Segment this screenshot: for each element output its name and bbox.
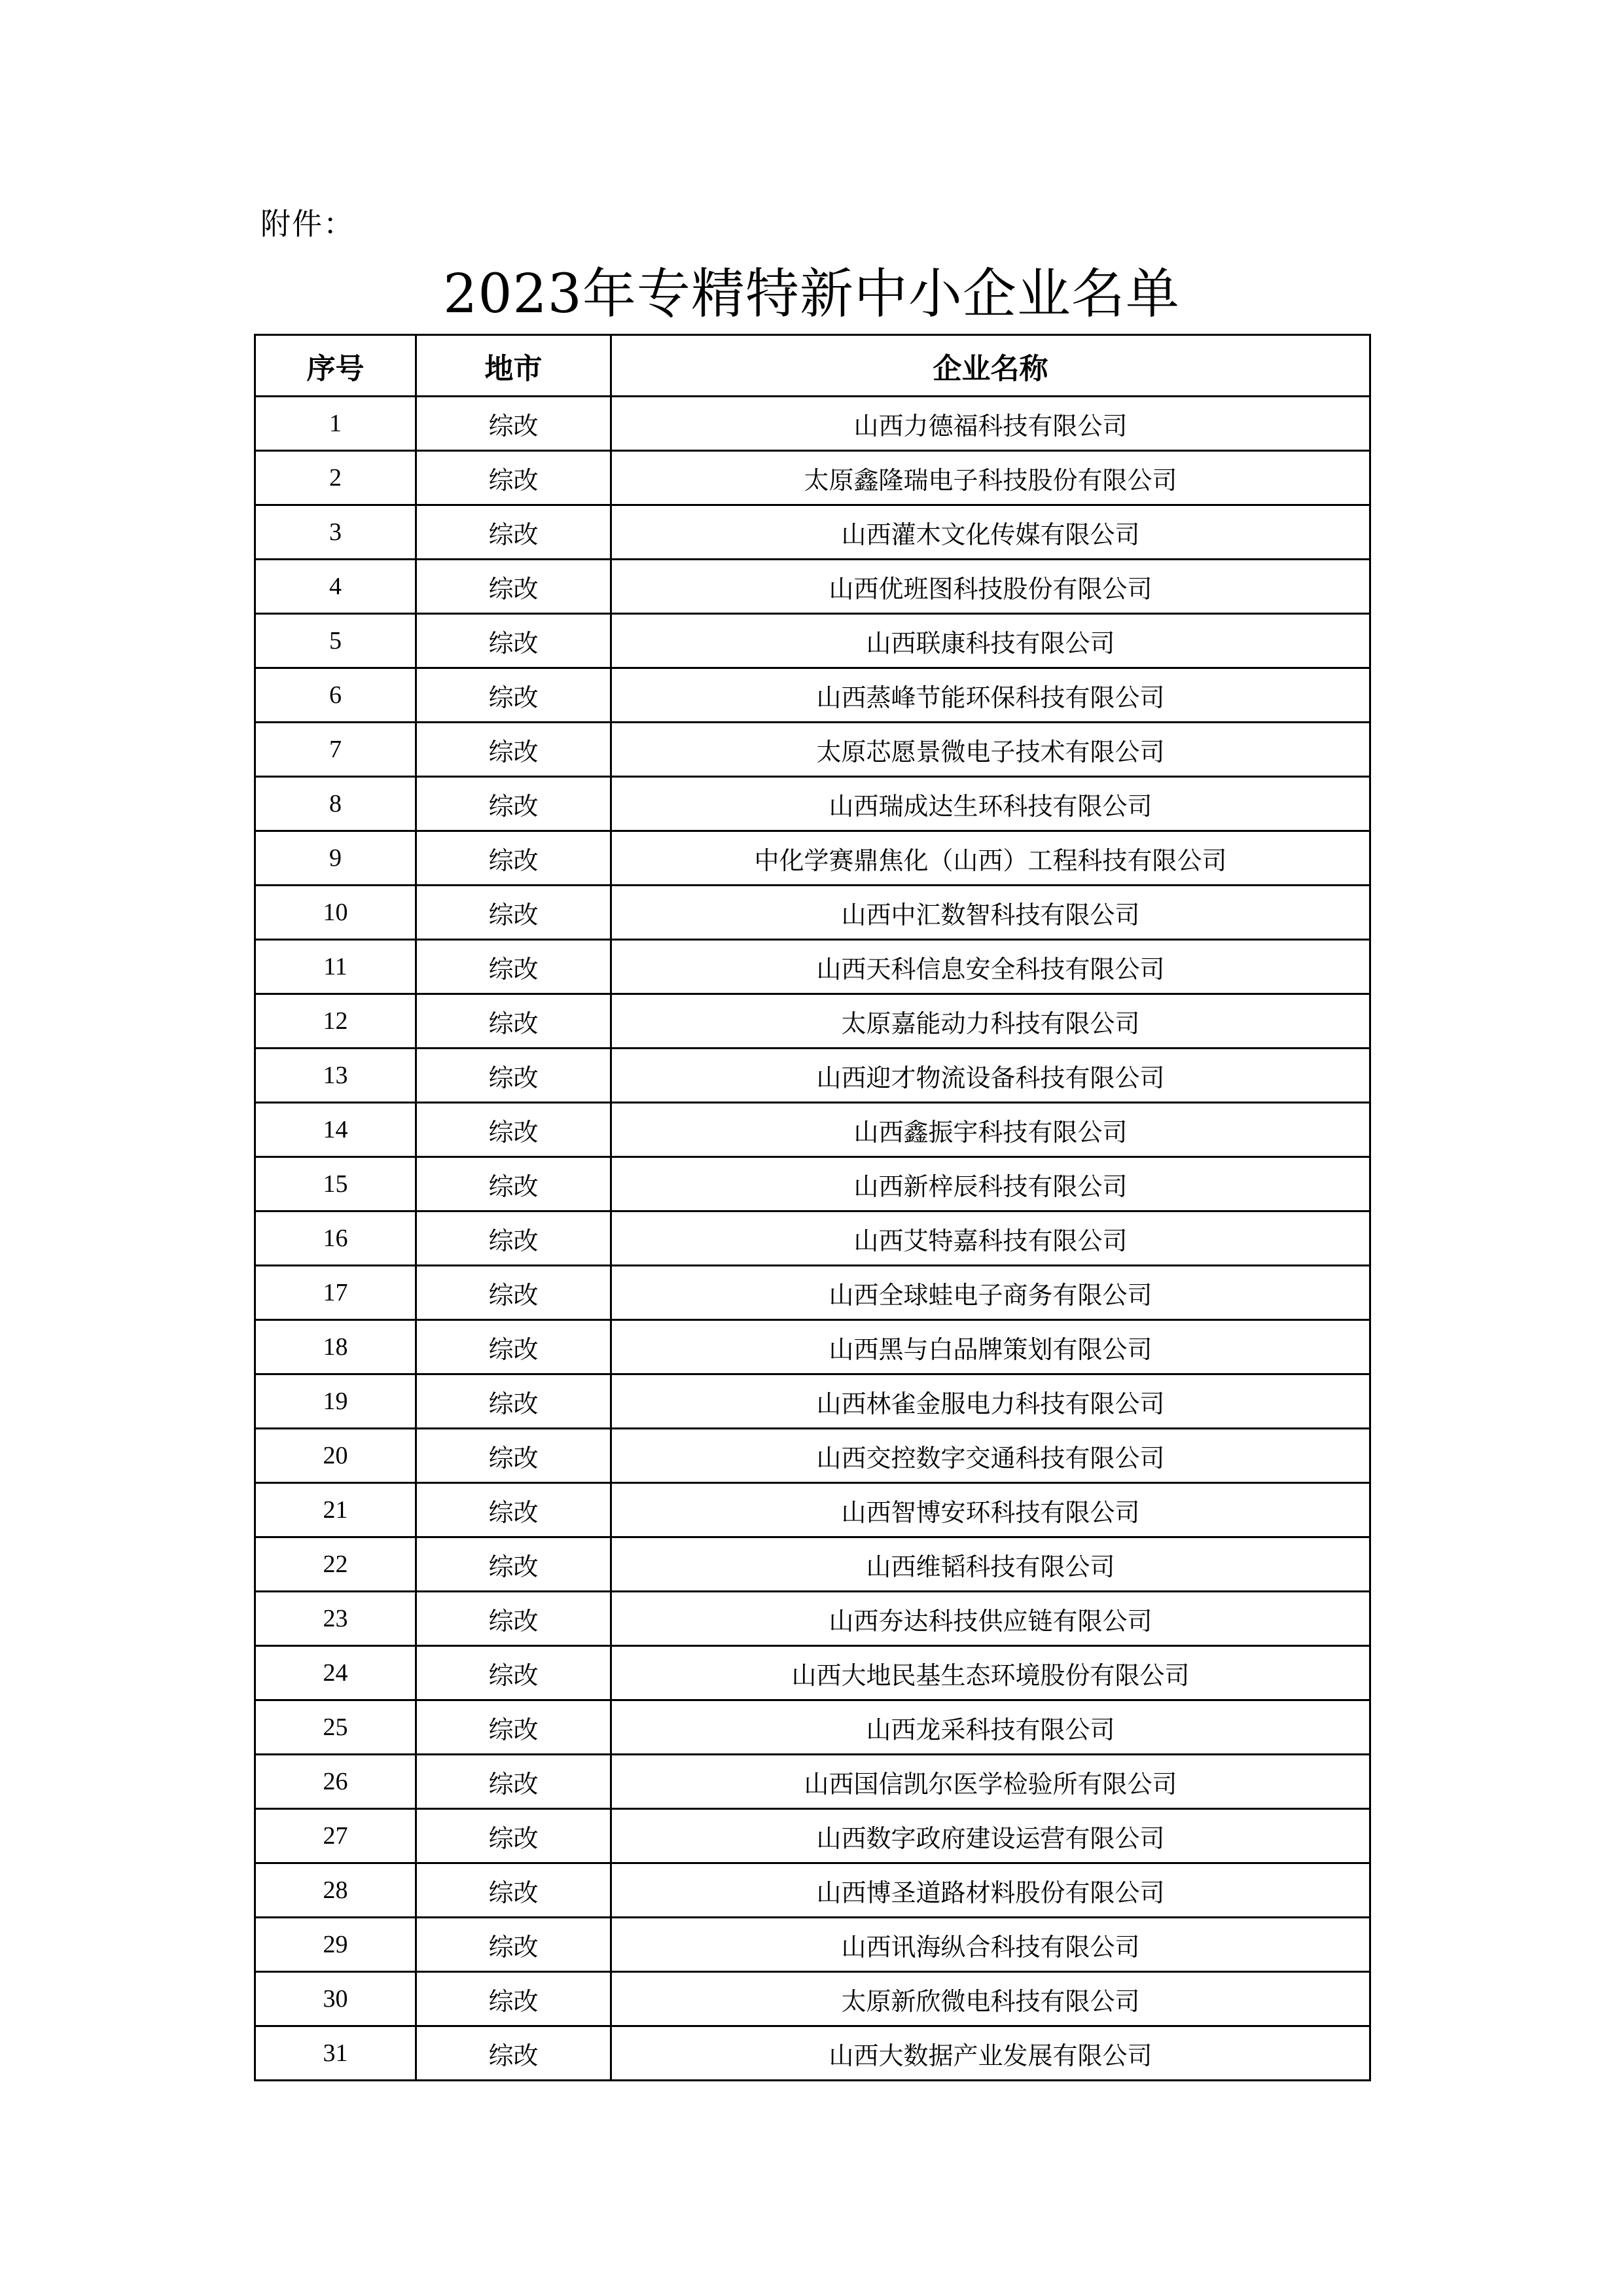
table-row [255, 1755, 1370, 1809]
enterprise-name-cell: 山西黑与白品牌策划有限公司 [611, 1320, 1370, 1374]
enterprise-name-cell: 山西数字政府建设运营有限公司 [611, 1809, 1370, 1863]
header-serial-number: 序号 [255, 335, 416, 397]
serial-number-cell: 27 [255, 1809, 416, 1863]
table-row [255, 1918, 1370, 1972]
city-cell: 综改 [416, 1537, 611, 1592]
city-cell: 综改 [416, 1049, 611, 1103]
serial-number-cell: 23 [255, 1592, 416, 1646]
enterprise-name-cell: 山西博圣道路材料股份有限公司 [611, 1863, 1370, 1918]
city-cell: 综改 [416, 1863, 611, 1918]
enterprise-name-cell: 山西新梓辰科技有限公司 [611, 1157, 1370, 1211]
table-row [255, 1429, 1370, 1483]
enterprise-name-cell: 山西交控数字交通科技有限公司 [611, 1429, 1370, 1483]
serial-number-cell: 31 [255, 2026, 416, 2081]
serial-number-cell: 11 [255, 940, 416, 994]
serial-number-cell: 18 [255, 1320, 416, 1374]
table-row [255, 831, 1370, 886]
enterprise-name-cell: 中化学赛鼎焦化（山西）工程科技有限公司 [611, 831, 1370, 886]
city-cell: 综改 [416, 1809, 611, 1863]
table-row [255, 451, 1370, 505]
table-row [255, 1211, 1370, 1266]
city-cell: 综改 [416, 831, 611, 886]
table-row [255, 1483, 1370, 1537]
serial-number-cell: 22 [255, 1537, 416, 1592]
enterprise-name-cell: 山西联康科技有限公司 [611, 614, 1370, 668]
serial-number-cell: 8 [255, 777, 416, 831]
city-cell: 综改 [416, 614, 611, 668]
city-cell: 综改 [416, 1918, 611, 1972]
table-row [255, 614, 1370, 668]
table-row [255, 1103, 1370, 1157]
serial-number-cell: 30 [255, 1972, 416, 2026]
enterprise-name-cell: 太原芯愿景微电子技术有限公司 [611, 723, 1370, 777]
enterprise-name-cell: 山西国信凯尔医学检验所有限公司 [611, 1755, 1370, 1809]
serial-number-cell: 7 [255, 723, 416, 777]
serial-number-cell: 1 [255, 397, 416, 451]
enterprise-name-cell: 山西维韬科技有限公司 [611, 1537, 1370, 1592]
city-cell: 综改 [416, 451, 611, 505]
table-row [255, 1646, 1370, 1700]
city-cell: 综改 [416, 505, 611, 560]
city-cell: 综改 [416, 723, 611, 777]
table-row [255, 2026, 1370, 2081]
enterprise-name-cell: 山西夯达科技供应链有限公司 [611, 1592, 1370, 1646]
serial-number-cell: 26 [255, 1755, 416, 1809]
table-row [255, 1374, 1370, 1429]
serial-number-cell: 20 [255, 1429, 416, 1483]
enterprise-name-cell: 太原新欣微电科技有限公司 [611, 1972, 1370, 2026]
city-cell: 综改 [416, 1755, 611, 1809]
city-cell: 综改 [416, 886, 611, 940]
table-row [255, 940, 1370, 994]
enterprise-name-cell: 山西龙采科技有限公司 [611, 1700, 1370, 1755]
serial-number-cell: 28 [255, 1863, 416, 1918]
serial-number-cell: 6 [255, 668, 416, 723]
table-row [255, 505, 1370, 560]
enterprise-name-cell: 山西瑞成达生环科技有限公司 [611, 777, 1370, 831]
serial-number-cell: 9 [255, 831, 416, 886]
table-row [255, 1809, 1370, 1863]
enterprise-name-cell: 山西智博安环科技有限公司 [611, 1483, 1370, 1537]
city-cell: 综改 [416, 994, 611, 1049]
enterprise-name-cell: 山西力德福科技有限公司 [611, 397, 1370, 451]
enterprise-name-cell: 山西天科信息安全科技有限公司 [611, 940, 1370, 994]
city-cell: 综改 [416, 1157, 611, 1211]
city-cell: 综改 [416, 1103, 611, 1157]
enterprise-name-cell: 山西艾特嘉科技有限公司 [611, 1211, 1370, 1266]
enterprise-table [254, 334, 1371, 2081]
table-row [255, 1863, 1370, 1918]
serial-number-cell: 13 [255, 1049, 416, 1103]
serial-number-cell: 5 [255, 614, 416, 668]
serial-number-cell: 3 [255, 505, 416, 560]
serial-number-cell: 4 [255, 560, 416, 614]
table-row [255, 886, 1370, 940]
table-row [255, 1049, 1370, 1103]
table-row [255, 1266, 1370, 1320]
enterprise-name-cell: 山西蒸峰节能环保科技有限公司 [611, 668, 1370, 723]
serial-number-cell: 2 [255, 451, 416, 505]
serial-number-cell: 21 [255, 1483, 416, 1537]
city-cell: 综改 [416, 1483, 611, 1537]
city-cell: 综改 [416, 668, 611, 723]
table-row [255, 994, 1370, 1049]
table-row [255, 777, 1370, 831]
city-cell: 综改 [416, 1211, 611, 1266]
table-row [255, 1972, 1370, 2026]
enterprise-name-cell: 山西灌木文化传媒有限公司 [611, 505, 1370, 560]
attachment-label: 附件： [260, 206, 355, 242]
page-title: 2023年专精特新中小企业名单 [443, 263, 1180, 325]
city-cell: 综改 [416, 1374, 611, 1429]
serial-number-cell: 19 [255, 1374, 416, 1429]
city-cell: 综改 [416, 397, 611, 451]
serial-number-cell: 10 [255, 886, 416, 940]
city-cell: 综改 [416, 1700, 611, 1755]
city-cell: 综改 [416, 1429, 611, 1483]
enterprise-name-cell: 太原鑫隆瑞电子科技股份有限公司 [611, 451, 1370, 505]
table-row [255, 668, 1370, 723]
enterprise-name-cell: 山西鑫振宇科技有限公司 [611, 1103, 1370, 1157]
serial-number-cell: 17 [255, 1266, 416, 1320]
city-cell: 综改 [416, 1646, 611, 1700]
serial-number-cell: 14 [255, 1103, 416, 1157]
city-cell: 综改 [416, 1972, 611, 2026]
city-cell: 综改 [416, 1320, 611, 1374]
city-cell: 综改 [416, 1266, 611, 1320]
serial-number-cell: 15 [255, 1157, 416, 1211]
serial-number-cell: 16 [255, 1211, 416, 1266]
enterprise-name-cell: 太原嘉能动力科技有限公司 [611, 994, 1370, 1049]
enterprise-name-cell: 山西大地民基生态环境股份有限公司 [611, 1646, 1370, 1700]
table-row [255, 1537, 1370, 1592]
table-row [255, 397, 1370, 451]
serial-number-cell: 29 [255, 1918, 416, 1972]
enterprise-name-cell: 山西优班图科技股份有限公司 [611, 560, 1370, 614]
enterprise-name-cell: 山西讯海纵合科技有限公司 [611, 1918, 1370, 1972]
table-row [255, 560, 1370, 614]
city-cell: 综改 [416, 1592, 611, 1646]
enterprise-name-cell: 山西全球蛙电子商务有限公司 [611, 1266, 1370, 1320]
table-body [255, 397, 1370, 2081]
serial-number-cell: 25 [255, 1700, 416, 1755]
serial-number-cell: 24 [255, 1646, 416, 1700]
table-row [255, 1592, 1370, 1646]
city-cell: 综改 [416, 560, 611, 614]
city-cell: 综改 [416, 940, 611, 994]
table-header [255, 335, 1370, 397]
table-header-row [255, 335, 1370, 397]
table-row [255, 1320, 1370, 1374]
enterprise-name-cell: 山西中汇数智科技有限公司 [611, 886, 1370, 940]
enterprise-name-cell: 山西迎才物流设备科技有限公司 [611, 1049, 1370, 1103]
city-cell: 综改 [416, 777, 611, 831]
enterprise-name-cell: 山西林雀金服电力科技有限公司 [611, 1374, 1370, 1429]
city-cell: 综改 [416, 2026, 611, 2081]
header-enterprise-name: 企业名称 [611, 335, 1370, 397]
header-city: 地市 [416, 335, 611, 397]
table-row [255, 1700, 1370, 1755]
table-row [255, 723, 1370, 777]
serial-number-cell: 12 [255, 994, 416, 1049]
table-row [255, 1157, 1370, 1211]
enterprise-name-cell: 山西大数据产业发展有限公司 [611, 2026, 1370, 2081]
